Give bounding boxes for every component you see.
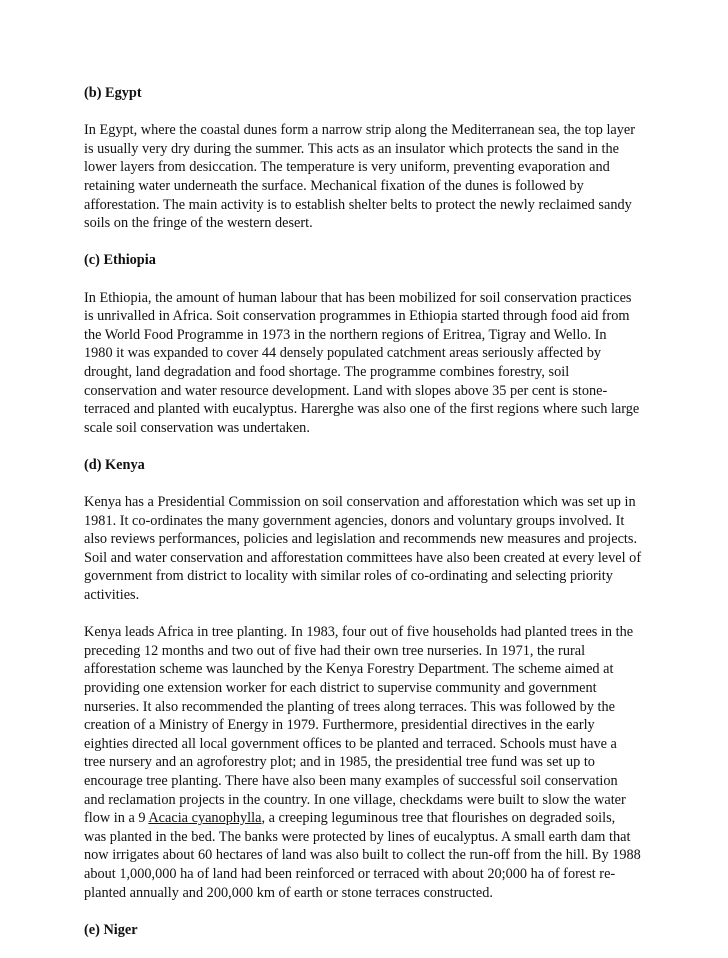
- text-line: conservation and water resource development. Land with slopes above 35 per cent is stone-: [84, 382, 608, 399]
- text-line: encourage tree planting. There have also been many examples of successful soil conservation: [84, 772, 618, 789]
- text-line: nurseries. It also recommended the planting of trees along terraces. This was followed by the: [84, 698, 615, 715]
- section-heading: (b) Egypt: [84, 85, 142, 101]
- text-line: was planted in the bed. The banks were protected by lines of eucalyptus. A small earth dam that: [84, 828, 631, 845]
- text-line: In Egypt, where the coastal dunes form a narrow strip along the Mediterranean sea, the top layer: [84, 122, 636, 139]
- text-segment: , a creeping leguminous tree that flourishes on degraded soils,: [261, 810, 616, 827]
- text-line: afforestation scheme was launched by the Kenya Forestry Department. The scheme aimed at: [84, 661, 614, 678]
- text-line: drought, land degradation and food shortage. The programme combines forestry, soil: [84, 363, 570, 380]
- text-line: tree nursery and an agroforestry plot; and in 1985, the presidential tree fund was set up to: [84, 754, 595, 771]
- text-line: afforestation. The main activity is to establish shelter belts to protect the newly reclaimed sandy: [84, 196, 632, 213]
- paragraph: [84, 289, 684, 438]
- section-heading: (c) Ethiopia: [84, 252, 156, 269]
- text-line: Kenya leads Africa in tree planting. In 1983, four out of five households had planted trees in the: [84, 624, 634, 641]
- text-line: is unrivalled in Africa. Soit conservation programmes in Ethiopia started through food aid from: [84, 308, 630, 325]
- text-line: eighties directed all local government offices to be planted and terraced. Schools must have a: [84, 735, 617, 752]
- text-line: In Ethiopia, the amount of human labour that has been mobilized for soil conservation practices: [84, 289, 632, 306]
- text-line: the World Food Programme in 1973 in the northern regions of Eritrea, Tigray and Wello. In: [84, 326, 607, 343]
- document-page: [84, 84, 684, 958]
- text-line: lower layers from desiccation. The temperature is very uniform, preventing evaporation and: [84, 159, 610, 176]
- text-line: retaining water underneath the surface. Mechanical fixation of the dunes is followed by: [84, 177, 584, 194]
- text-line: providing one extension worker for each district to supervise community and government: [84, 680, 597, 696]
- text-line: creation of a Ministry of Energy in 1979. Furthermore, presidential directives in the early: [84, 717, 595, 734]
- text-line: soils on the fringe of the western desert.: [84, 215, 313, 232]
- text-line: Soil and water conservation and afforestation committees have also been created at every level of: [84, 549, 642, 566]
- text-line: planted annually and 200,000 km of earth or stone terraces constructed.: [84, 884, 493, 901]
- text-line: activities.: [84, 587, 140, 604]
- text-line: scale soil conservation was undertaken.: [84, 419, 310, 436]
- species-name-link[interactable]: Acacia cyanophylla: [148, 810, 262, 827]
- text-line: government from district to locality with similar roles of co-ordinating and selecting priority: [84, 568, 613, 585]
- section-heading: (e) Niger: [84, 921, 138, 938]
- text-line: Kenya has a Presidential Commission on soil conservation and afforestation which was set up in: [84, 494, 636, 511]
- text-line: 1980 it was expanded to cover 44 densely populated catchment areas seriously affected by: [84, 345, 602, 362]
- text-line: and reclamation projects in the country. In one village, checkdams were built to slow the water: [84, 791, 626, 808]
- section-heading: (d) Kenya: [84, 456, 145, 473]
- text-line: now irrigates about 60 hectares of land was also built to collect the run-off from the hill. By 1988: [84, 847, 641, 864]
- text-segment: flow in a 9: [84, 810, 149, 827]
- paragraph: [84, 493, 684, 605]
- text-line: preceding 12 months and two out of five had their own tree nurseries. In 1971, the rural: [84, 642, 586, 659]
- paragraph: [84, 623, 684, 902]
- paragraph: [84, 121, 684, 233]
- text-line: also reviews performances, policies and legislation and recommends new measures and projects.: [84, 531, 638, 548]
- text-line: terraced and planted with eucalyptus. Harerghe was also one of the first regions where such large: [84, 401, 640, 418]
- text-line: about 1,000,000 ha of land had been reinforced or terraced with about 20;000 ha of forest re-: [84, 865, 616, 882]
- text-line: [84, 809, 684, 828]
- text-line: is usually very dry during the summer. This acts as an insulator which protects the sand in the: [84, 140, 619, 157]
- text-line: 1981. It co-ordinates the many government agencies, donors and voluntary groups involved. It: [84, 512, 625, 529]
